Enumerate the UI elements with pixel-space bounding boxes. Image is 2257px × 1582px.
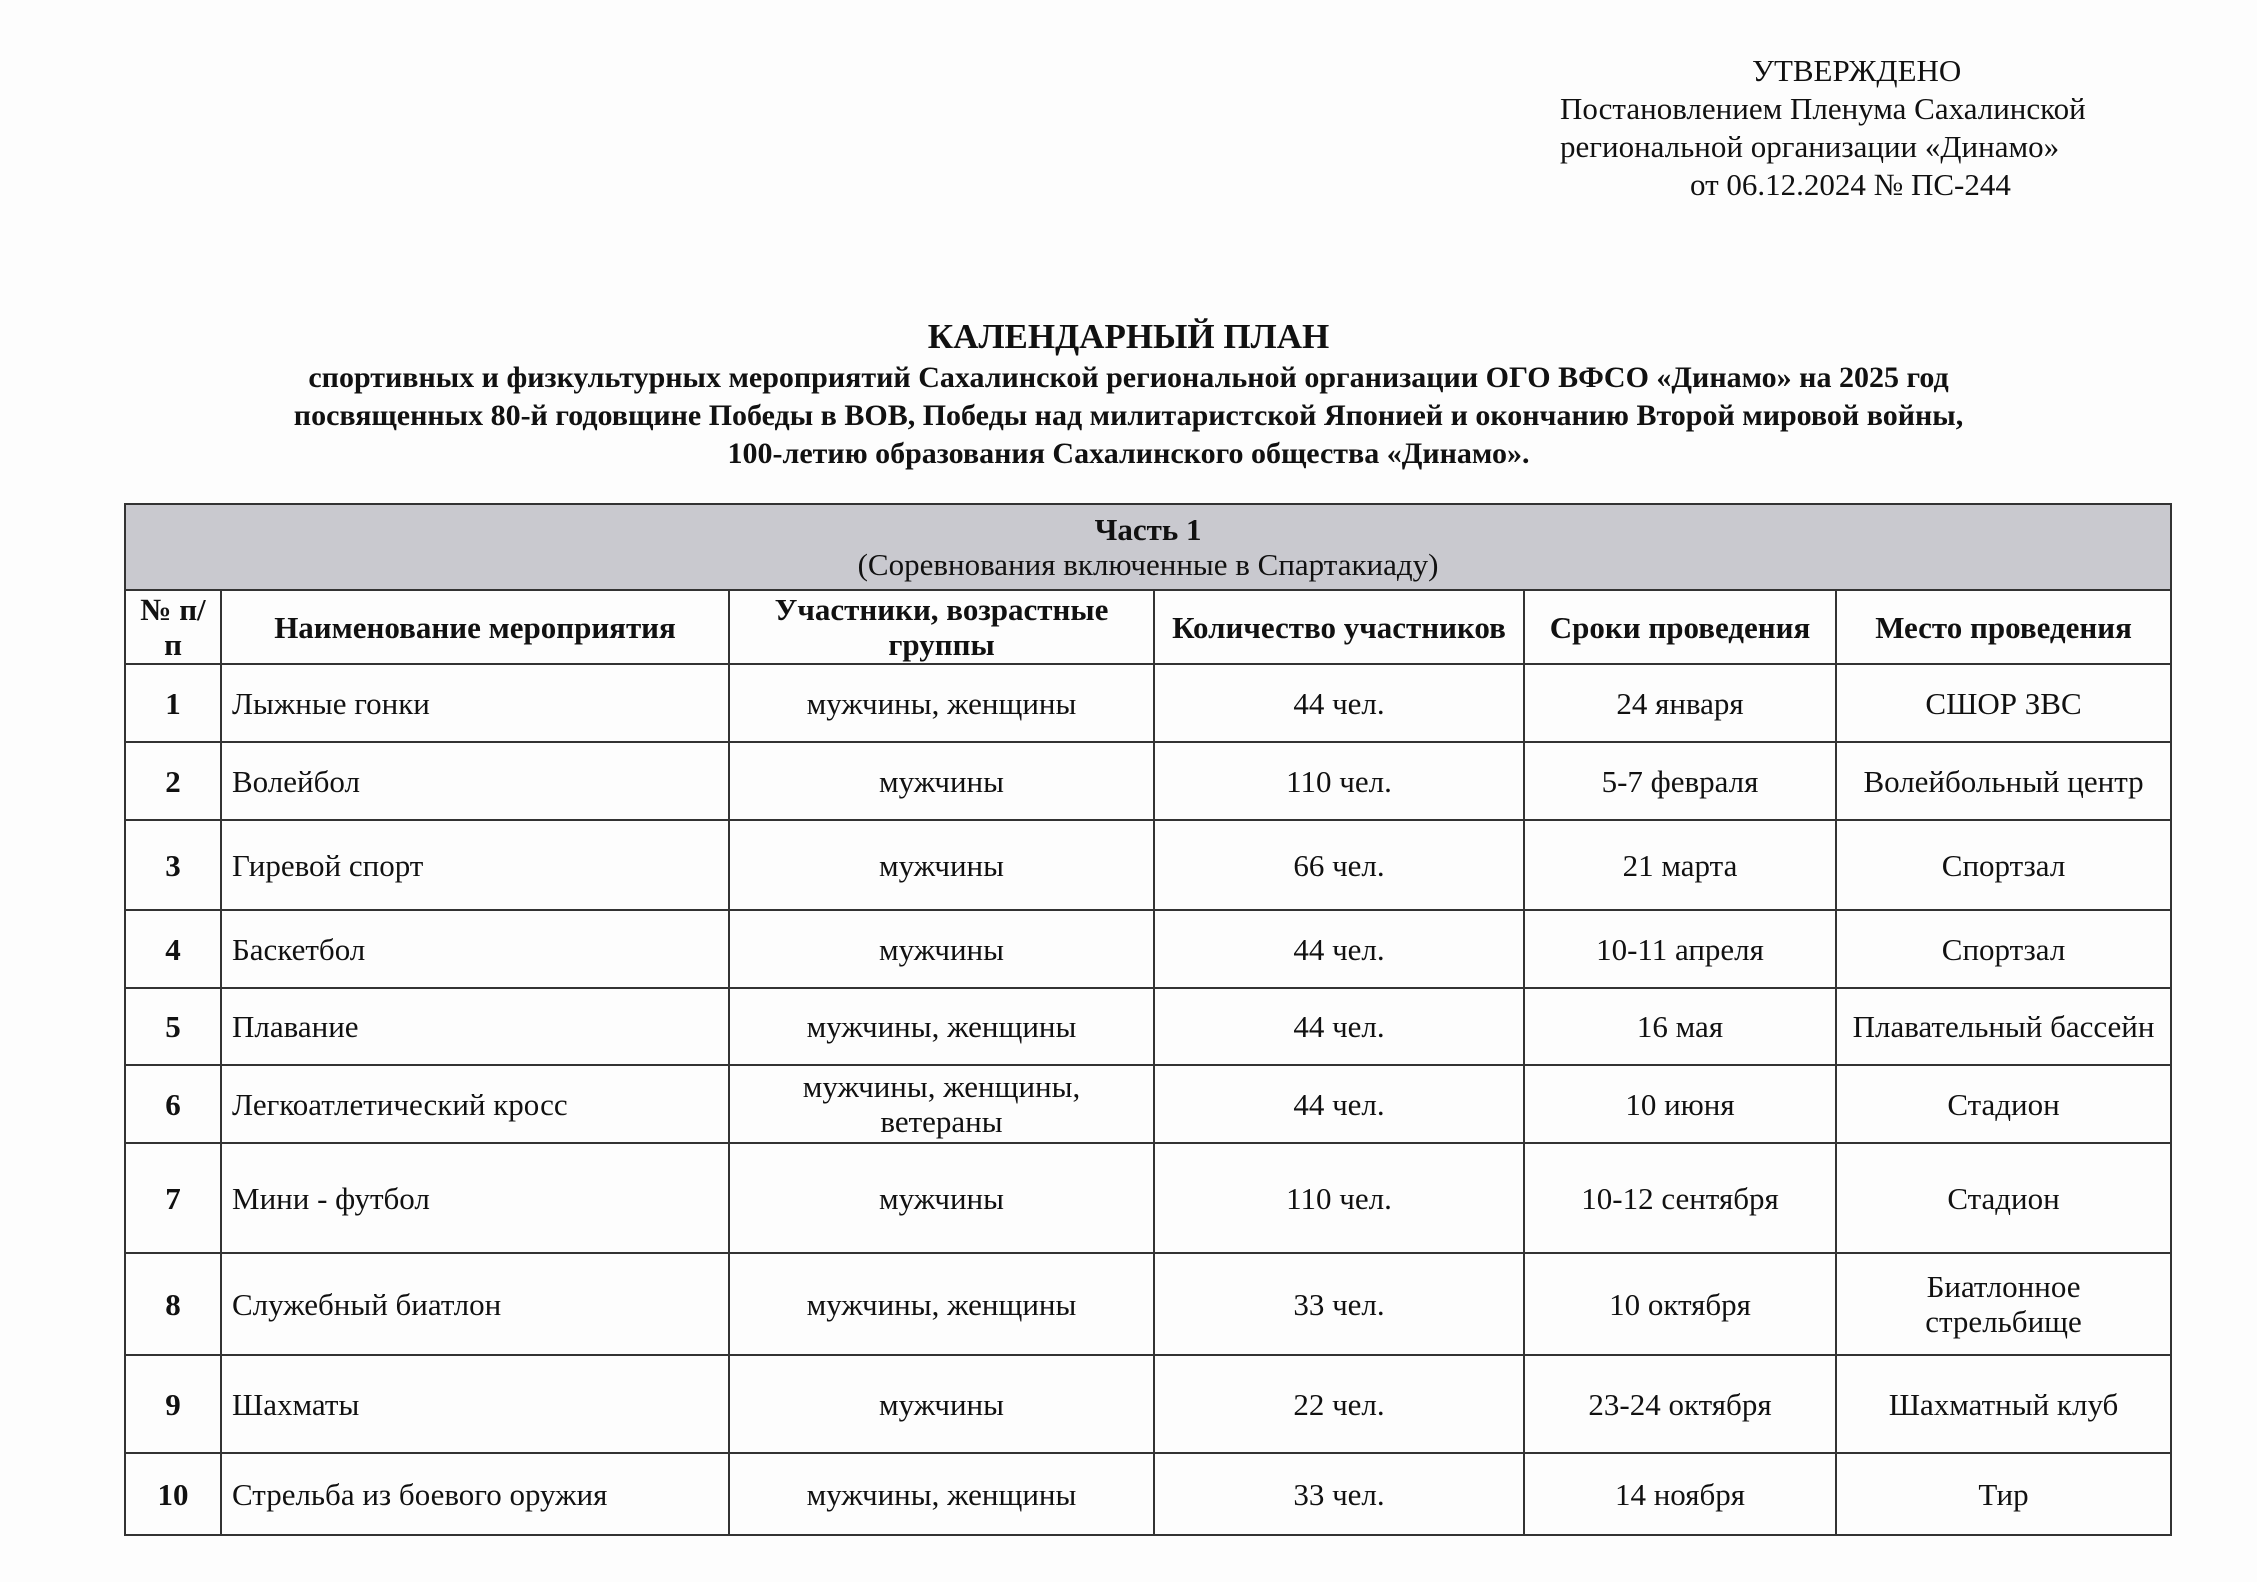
row-num: 4	[125, 910, 221, 988]
document-title: КАЛЕНДАРНЫЙ ПЛАН	[927, 317, 1330, 356]
table-row	[125, 1065, 2171, 1143]
row-num: 7	[125, 1143, 221, 1253]
row-num: 9	[125, 1355, 221, 1453]
part-title: Часть 1	[1094, 512, 1202, 547]
row-event-name: Волейбол	[221, 742, 729, 820]
table-row	[125, 1355, 2171, 1453]
events-table	[124, 503, 2172, 1536]
row-event-name: Стрельба из боевого оружия	[221, 1453, 729, 1535]
part-subtitle: (Соревнования включенные в Спартакиаду)	[857, 547, 1439, 582]
column-header-name: Наименование мероприятия	[221, 590, 729, 664]
column-header-place: Место проведения	[1836, 590, 2171, 664]
row-participants: мужчины, женщины	[729, 988, 1154, 1065]
approval-decree: Постановлением Пленума Сахалинской	[1560, 91, 2086, 126]
row-place: Спортзал	[1836, 820, 2171, 910]
row-dates: 10-12 сентября	[1524, 1143, 1836, 1253]
table-row	[125, 664, 2171, 742]
document-subtitle-line-2: посвященных 80-й годовщине Победы в ВОВ, Победы над милитаристской Японией и окончанию Второй мировой войны,	[293, 399, 1964, 432]
table-row	[125, 1143, 2171, 1253]
approval-title: УТВЕРЖДЕНО	[1752, 53, 1962, 88]
row-place: Спортзал	[1836, 910, 2171, 988]
row-participants: мужчины	[729, 1355, 1154, 1453]
part-header-row	[125, 504, 2171, 590]
row-count: 33 чел.	[1154, 1453, 1524, 1535]
row-count: 44 чел.	[1154, 988, 1524, 1065]
row-event-name: Баскетбол	[221, 910, 729, 988]
row-participants: мужчины	[729, 910, 1154, 988]
row-dates: 16 мая	[1524, 988, 1836, 1065]
row-place: СШОР ЗВС	[1836, 664, 2171, 742]
row-event-name: Шахматы	[221, 1355, 729, 1453]
row-num: 3	[125, 820, 221, 910]
row-event-name: Служебный биатлон	[221, 1253, 729, 1355]
column-header-dates: Сроки проведения	[1524, 590, 1836, 664]
document-subtitle-line-1: спортивных и физкультурных мероприятий Сахалинской региональной организации ОГО ВФСО «Динамо» на 2025 год	[308, 361, 1949, 394]
row-participants: мужчины	[729, 742, 1154, 820]
row-participants: мужчины, женщины	[729, 1453, 1154, 1535]
row-num: 2	[125, 742, 221, 820]
row-dates: 10 октября	[1524, 1253, 1836, 1355]
row-place: Биатлонное стрельбище	[1836, 1253, 2171, 1355]
approval-date: от 06.12.2024 № ПС-244	[1690, 167, 2011, 202]
table-row	[125, 820, 2171, 910]
row-event-name: Плавание	[221, 988, 729, 1065]
row-count: 110 чел.	[1154, 742, 1524, 820]
row-event-name: Мини - футбол	[221, 1143, 729, 1253]
table-row	[125, 988, 2171, 1065]
row-participants: мужчины, женщины	[729, 664, 1154, 742]
row-count: 44 чел.	[1154, 910, 1524, 988]
part-header	[125, 504, 2171, 590]
row-count: 33 чел.	[1154, 1253, 1524, 1355]
table-row	[125, 1253, 2171, 1355]
row-count: 44 чел.	[1154, 664, 1524, 742]
row-count: 66 чел.	[1154, 820, 1524, 910]
row-place: Стадион	[1836, 1065, 2171, 1143]
table-row	[125, 910, 2171, 988]
row-count: 110 чел.	[1154, 1143, 1524, 1253]
table-row	[125, 1453, 2171, 1535]
row-dates: 5-7 февраля	[1524, 742, 1836, 820]
row-place: Плавательный бассейн	[1836, 988, 2171, 1065]
row-dates: 23-24 октября	[1524, 1355, 1836, 1453]
table-row	[125, 742, 2171, 820]
row-participants: мужчины	[729, 1143, 1154, 1253]
column-header-num: № п/п	[125, 590, 221, 664]
row-place: Тир	[1836, 1453, 2171, 1535]
row-count: 44 чел.	[1154, 1065, 1524, 1143]
row-dates: 21 марта	[1524, 820, 1836, 910]
row-num: 1	[125, 664, 221, 742]
row-event-name: Лыжные гонки	[221, 664, 729, 742]
column-header-row	[125, 590, 2171, 664]
row-dates: 24 января	[1524, 664, 1836, 742]
document-subtitle-line-3: 100-летию образования Сахалинского общества «Динамо».	[727, 437, 1530, 470]
row-count: 22 чел.	[1154, 1355, 1524, 1453]
row-dates: 10 июня	[1524, 1065, 1836, 1143]
row-place: Шахматный клуб	[1836, 1355, 2171, 1453]
row-num: 10	[125, 1453, 221, 1535]
approval-block	[1560, 52, 2086, 204]
row-event-name: Гиревой спорт	[221, 820, 729, 910]
approval-organization: региональной организации «Динамо»	[1560, 129, 2060, 164]
row-event-name: Легкоатлетический кросс	[221, 1065, 729, 1143]
row-dates: 10-11 апреля	[1524, 910, 1836, 988]
row-dates: 14 ноября	[1524, 1453, 1836, 1535]
row-num: 5	[125, 988, 221, 1065]
row-participants: мужчины, женщины	[729, 1253, 1154, 1355]
row-num: 8	[125, 1253, 221, 1355]
row-participants: мужчины	[729, 820, 1154, 910]
row-participants: мужчины, женщины, ветераны	[729, 1065, 1154, 1143]
row-place: Волейбольный центр	[1836, 742, 2171, 820]
row-num: 6	[125, 1065, 221, 1143]
row-place: Стадион	[1836, 1143, 2171, 1253]
column-header-participants: Участники, возрастные группы	[729, 590, 1154, 664]
column-header-count: Количество участников	[1154, 590, 1524, 664]
document-heading	[0, 315, 2257, 473]
